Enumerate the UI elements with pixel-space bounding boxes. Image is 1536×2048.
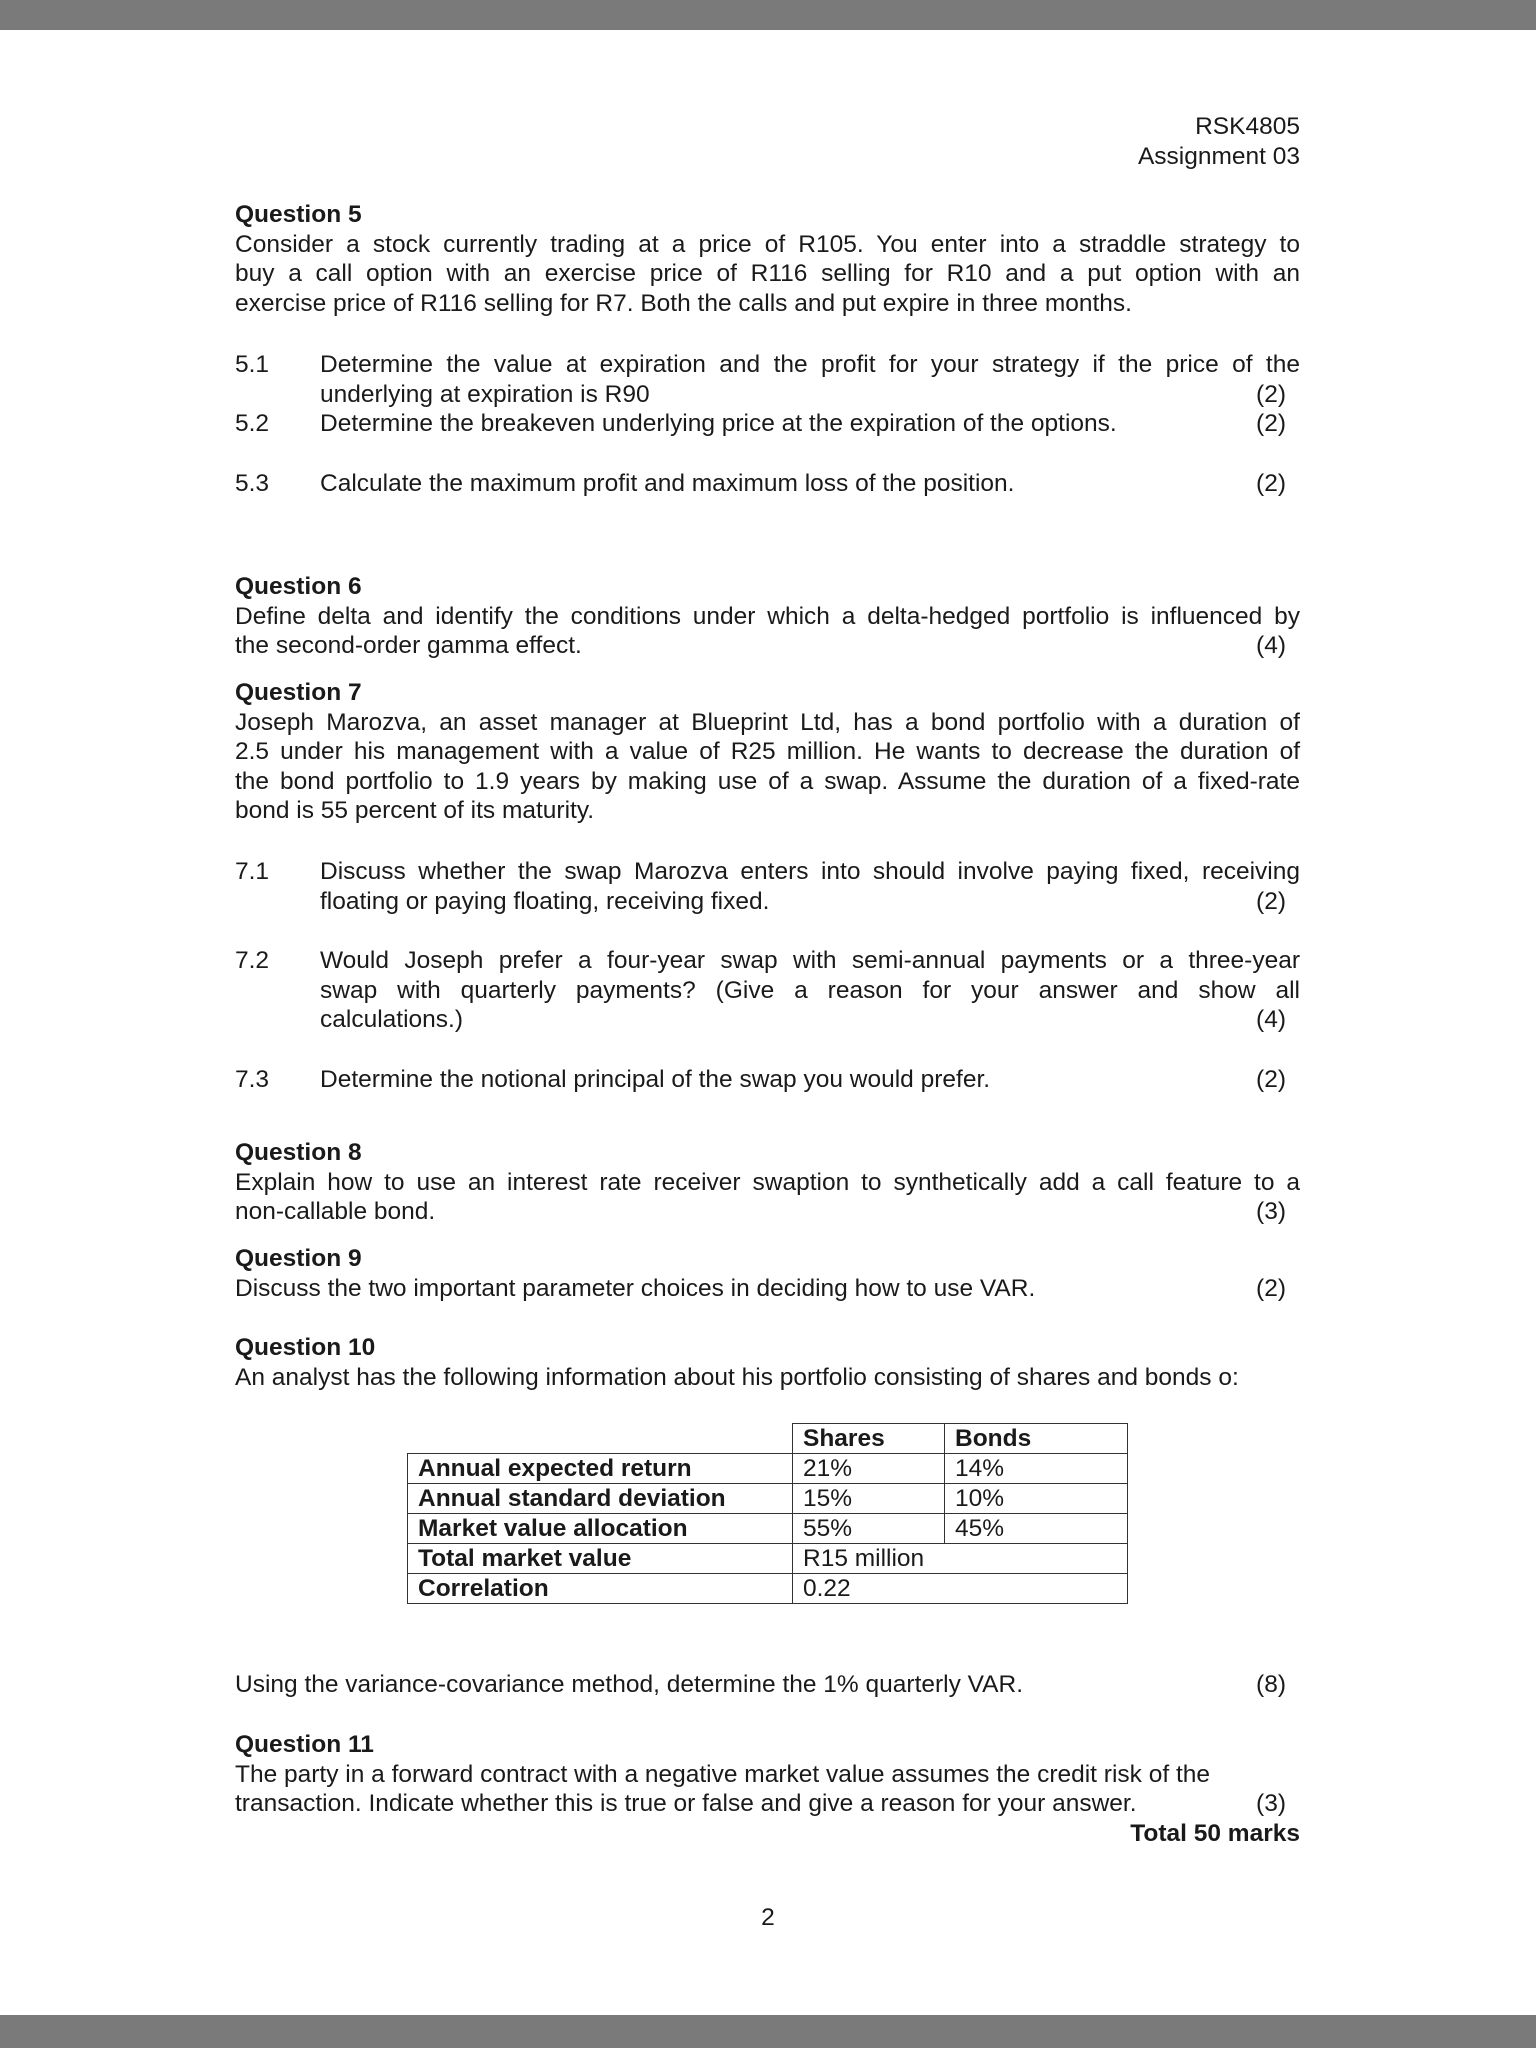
question-6 (235, 572, 1300, 661)
subquestion-text-line: Would Joseph prefer a four-year swap with semi-annual payments or a three-year (320, 947, 1300, 974)
marks-label: (2) (1256, 1274, 1286, 1302)
question-title: Question 6 (235, 573, 362, 600)
subquestion-number: 5.1 (235, 351, 270, 378)
total-marks: Total 50 marks (1130, 1819, 1300, 1847)
subquestion-number: 5.3 (235, 470, 270, 497)
table-row (408, 1574, 1128, 1604)
question-text-line: exercise price of R116 selling for R7. Both the calls and put expire in three months. (235, 289, 1132, 317)
subquestion-number: 7.3 (235, 1066, 270, 1093)
subquestion-number: 5.2 (235, 410, 270, 437)
subquestion-text-line (320, 1005, 1300, 1035)
question-text-line: Consider a stock currently trading at a price of R105. You enter into a straddle strategy to (235, 230, 1300, 258)
subquestion-number: 7.1 (235, 858, 270, 885)
subquestion-text: Determine the breakeven underlying price at the expiration of the options. (320, 410, 1117, 437)
question-text-line: buy a call option with an exercise price of R116 selling for R10 and a put option with an (235, 260, 1300, 287)
subquestion-text-line (320, 380, 1300, 410)
question-text: non-callable bond. (235, 1198, 436, 1225)
question-text-line (235, 1670, 1300, 1700)
document-page (0, 30, 1536, 2015)
column-header-bonds: Bonds (945, 1424, 1128, 1454)
question-text: transaction. Indicate whether this is true or false and give a reason for your answer. (235, 1790, 1137, 1817)
subquestion-text: underlying at expiration is R90 (320, 380, 650, 408)
subquestion-text-line (320, 409, 1300, 439)
marks-label: (3) (1256, 1790, 1286, 1817)
question-5 (235, 200, 1300, 318)
table-corner (408, 1424, 793, 1454)
subquestion-text-line: Determine the value at expiration and the profit for your strategy if the price of the (320, 351, 1300, 378)
question-text-line: bond is 55 percent of its maturity. (235, 797, 595, 824)
table-cell: 0.22 (793, 1574, 1128, 1604)
table-cell: 21% (793, 1454, 945, 1484)
question-8 (235, 1138, 1300, 1227)
marks-label: (4) (1256, 632, 1286, 659)
subquestion-text: Calculate the maximum profit and maximum loss of the position. (320, 470, 1015, 497)
subquestion-text: floating or paying floating, receiving fixed. (320, 887, 770, 915)
row-label: Annual standard deviation (408, 1484, 793, 1514)
column-header-shares: Shares (793, 1424, 945, 1454)
question-10 (235, 1333, 1300, 1392)
question-title: Question 5 (235, 201, 362, 228)
table-header-row (408, 1424, 1128, 1454)
table-row (408, 1484, 1128, 1514)
subquestion-text-line (320, 469, 1300, 499)
question-text: Using the variance-covariance method, determine the 1% quarterly VAR. (235, 1671, 1024, 1698)
course-code: RSK4805 (1195, 113, 1300, 140)
question-9 (235, 1244, 1300, 1303)
question-11 (235, 1730, 1300, 1848)
row-label: Market value allocation (408, 1514, 793, 1544)
question-text-line: The party in a forward contract with a negative market value assumes the credit risk of the (235, 1760, 1210, 1788)
question-title: Question 11 (235, 1731, 374, 1758)
table-cell: 15% (793, 1484, 945, 1514)
marks-label: (2) (1256, 380, 1286, 408)
question-7 (235, 678, 1300, 826)
marks-label: (2) (1256, 470, 1286, 497)
table-row (408, 1514, 1128, 1544)
page-header (1138, 112, 1300, 171)
table-cell: 45% (945, 1514, 1128, 1544)
assignment-label: Assignment 03 (1137, 142, 1300, 170)
subquestion-number: 7.2 (235, 947, 270, 974)
question-text-line: An analyst has the following information about his portfolio consisting of shares and bonds o: (235, 1363, 1239, 1391)
question-text-line (235, 1197, 1300, 1227)
marks-label: (3) (1256, 1198, 1286, 1225)
subquestion-text-line (320, 1065, 1300, 1095)
subquestion-text: calculations.) (320, 1006, 463, 1033)
subquestion-text: Determine the notional principal of the swap you would prefer. (320, 1066, 991, 1093)
question-text: Discuss the two important parameter choices in deciding how to use VAR. (235, 1274, 1036, 1302)
question-text: the second-order gamma effect. (235, 632, 582, 659)
question-text-line: Joseph Marozva, an asset manager at Blueprint Ltd, has a bond portfolio with a duration of (235, 708, 1300, 736)
question-text-line: the bond portfolio to 1.9 years by making use of a swap. Assume the duration of a fixed-rate (235, 767, 1300, 795)
row-label: Annual expected return (408, 1454, 793, 1484)
question-text-line: Explain how to use an interest rate receiver swaption to synthetically add a call feature to a (235, 1168, 1300, 1196)
subquestion-text-line: Discuss whether the swap Marozva enters into should involve paying fixed, receiving (320, 858, 1300, 885)
portfolio-table (407, 1423, 1128, 1604)
question-title: Question 10 (235, 1334, 376, 1361)
row-label: Correlation (408, 1574, 793, 1604)
question-title: Question 9 (235, 1245, 362, 1272)
question-text-line (235, 631, 1300, 661)
subquestion-text-line (320, 887, 1300, 917)
table-cell: R15 million (793, 1544, 1128, 1574)
marks-label: (8) (1256, 1671, 1286, 1698)
table-row (408, 1454, 1128, 1484)
question-10-task (235, 1670, 1300, 1700)
table-cell: 14% (945, 1454, 1128, 1484)
table-cell: 10% (945, 1484, 1128, 1514)
marks-label: (2) (1256, 887, 1286, 915)
question-text-line: 2.5 under his management with a value of R25 million. He wants to decrease the duration of (235, 738, 1300, 765)
subquestion-text-line: swap with quarterly payments? (Give a reason for your answer and show all (320, 976, 1300, 1004)
marks-label: (2) (1256, 1066, 1286, 1093)
table-cell: 55% (793, 1514, 945, 1544)
question-text-line (235, 1274, 1300, 1304)
row-label: Total market value (408, 1544, 793, 1574)
question-title: Question 8 (235, 1139, 362, 1166)
question-title: Question 7 (235, 679, 362, 706)
table-row (408, 1544, 1128, 1574)
page-number: 2 (761, 1904, 775, 1931)
question-text-line: Define delta and identify the conditions under which a delta-hedged portfolio is influenced by (235, 602, 1300, 630)
question-text-line (235, 1789, 1300, 1819)
marks-label: (2) (1256, 410, 1286, 437)
marks-label: (4) (1256, 1006, 1286, 1033)
